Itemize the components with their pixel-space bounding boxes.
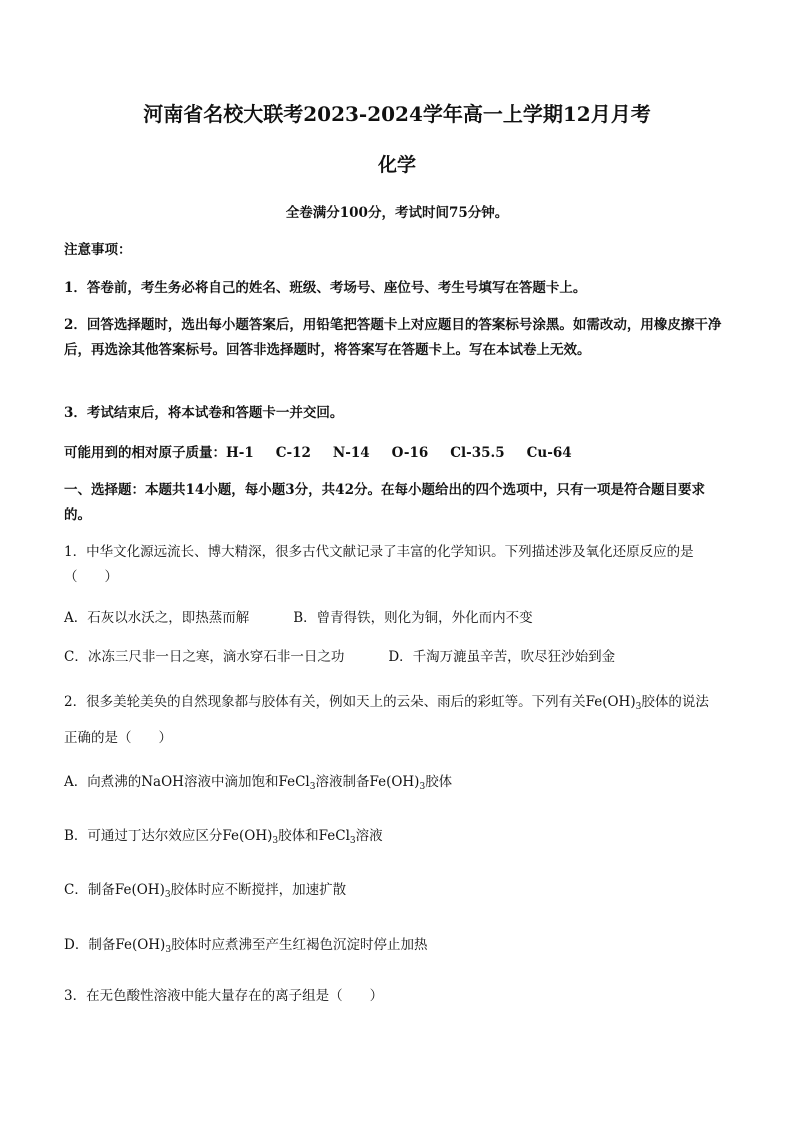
option-c-text-2: 胶体时应不断搅拌，加速扩散 bbox=[170, 882, 347, 898]
subscript-3: 3 bbox=[635, 702, 642, 712]
formula-fecl: FeCl bbox=[278, 774, 310, 790]
question-1-options-row-1 bbox=[64, 606, 533, 626]
exam-info: 全卷满分100分，考试时间75分钟。 bbox=[285, 205, 509, 221]
subject-title: 化学 bbox=[377, 154, 416, 176]
question-1-options-row-2 bbox=[64, 645, 615, 665]
question-3-stem: 3．在无色酸性溶液中能大量存在的离子组是（ ） bbox=[64, 988, 384, 1004]
option-c-text: C．制备 bbox=[64, 882, 115, 898]
notes-heading: 注意事项： bbox=[64, 242, 132, 258]
subscript-3: 3 bbox=[309, 782, 316, 792]
formula-feoh: Fe(OH) bbox=[114, 882, 165, 898]
formula-fecl: FeCl bbox=[318, 828, 350, 844]
question-1-option-b: B．曾青得铁，则化为铜，外化而内不变 bbox=[293, 610, 533, 626]
atomic-mass-cu: Cu-64 bbox=[526, 445, 572, 461]
formula-feoh: Fe(OH) bbox=[115, 937, 166, 953]
option-a-text: A．向煮沸的NaOH溶液中滴加饱和 bbox=[64, 774, 279, 790]
atomic-mass-o: O-16 bbox=[391, 445, 429, 461]
subscript-3: 3 bbox=[272, 836, 279, 846]
option-b-text-3: 溶液 bbox=[355, 828, 383, 844]
option-a-text-3: 胶体 bbox=[425, 774, 453, 790]
formula-feoh: Fe(OH) bbox=[585, 694, 636, 710]
question-2-stem-text-2: 胶体的说法 bbox=[641, 694, 709, 710]
subscript-3: 3 bbox=[165, 945, 172, 955]
question-2-stem-line-2: 正确的是（ ） bbox=[64, 730, 172, 746]
note-item-1: 1．答卷前，考生务必将自己的姓名、班级、考场号、座位号、考生号填写在答题卡上。 bbox=[64, 280, 587, 296]
subscript-3: 3 bbox=[349, 836, 356, 846]
subscript-3: 3 bbox=[419, 782, 426, 792]
atomic-mass-h: H-1 bbox=[226, 445, 254, 461]
question-2-stem-line-1 bbox=[64, 690, 709, 712]
option-d-text: D．制备 bbox=[64, 937, 116, 953]
formula-feoh: Fe(OH) bbox=[222, 828, 273, 844]
question-2-option-a bbox=[64, 770, 452, 792]
question-2-option-c bbox=[64, 878, 346, 900]
option-a-text-2: 溶液制备 bbox=[315, 774, 370, 790]
section-heading: 一、选择题：本题共14小题，每小题3分，共42分。在每小题给出的四个选项中，只有一项是符合题目要求的。 bbox=[64, 482, 705, 523]
formula-feoh: Fe(OH) bbox=[369, 774, 420, 790]
option-d-text-2: 胶体时应煮沸至产生红褐色沉淀时停止加热 bbox=[171, 937, 428, 953]
question-1-option-a: A．石灰以水沃之，即热蒸而解 bbox=[64, 610, 250, 626]
atomic-masses-label: 可能用到的相对原子质量： bbox=[64, 445, 226, 461]
note-item-3: 3．考试结束后，将本试卷和答题卡一并交回。 bbox=[64, 405, 344, 421]
question-2-option-d bbox=[64, 933, 428, 955]
question-2-stem-text: 2．很多美轮美奂的自然现象都与胶体有关，例如天上的云朵、雨后的彩虹等。下列有关 bbox=[64, 694, 586, 710]
exam-title: 河南省名校大联考2023-2024学年高一上学期12月月考 bbox=[143, 102, 651, 126]
option-b-text: B．可通过丁达尔效应区分 bbox=[64, 828, 223, 844]
question-2-option-b bbox=[64, 824, 383, 846]
question-1-option-c: C．冰冻三尺非一日之寒，滴水穿石非一日之功 bbox=[64, 649, 345, 665]
atomic-mass-n: N-14 bbox=[332, 445, 370, 461]
atomic-mass-c: C-12 bbox=[275, 445, 311, 461]
question-1-option-d: D．千淘万漉虽辛苦，吹尽狂沙始到金 bbox=[388, 649, 616, 665]
note-item-2: 2．回答选择题时，选出每小题答案后，用铅笔把答题卡上对应题目的答案标号涂黑。如需改动，用橡皮擦干净后，再选涂其他答案标号。回答非选择题时，将答案写在答题卡上。写在本试卷上无效。 bbox=[64, 317, 722, 358]
atomic-mass-cl: Cl-35.5 bbox=[450, 445, 505, 461]
option-b-text-2: 胶体和 bbox=[278, 828, 319, 844]
atomic-masses bbox=[64, 441, 572, 461]
subscript-3: 3 bbox=[164, 890, 171, 900]
question-1-stem: 1．中华文化源远流长、博大精深，很多古代文献记录了丰富的化学知识。下列描述涉及氧化还原反应的是（ ） bbox=[64, 544, 694, 585]
